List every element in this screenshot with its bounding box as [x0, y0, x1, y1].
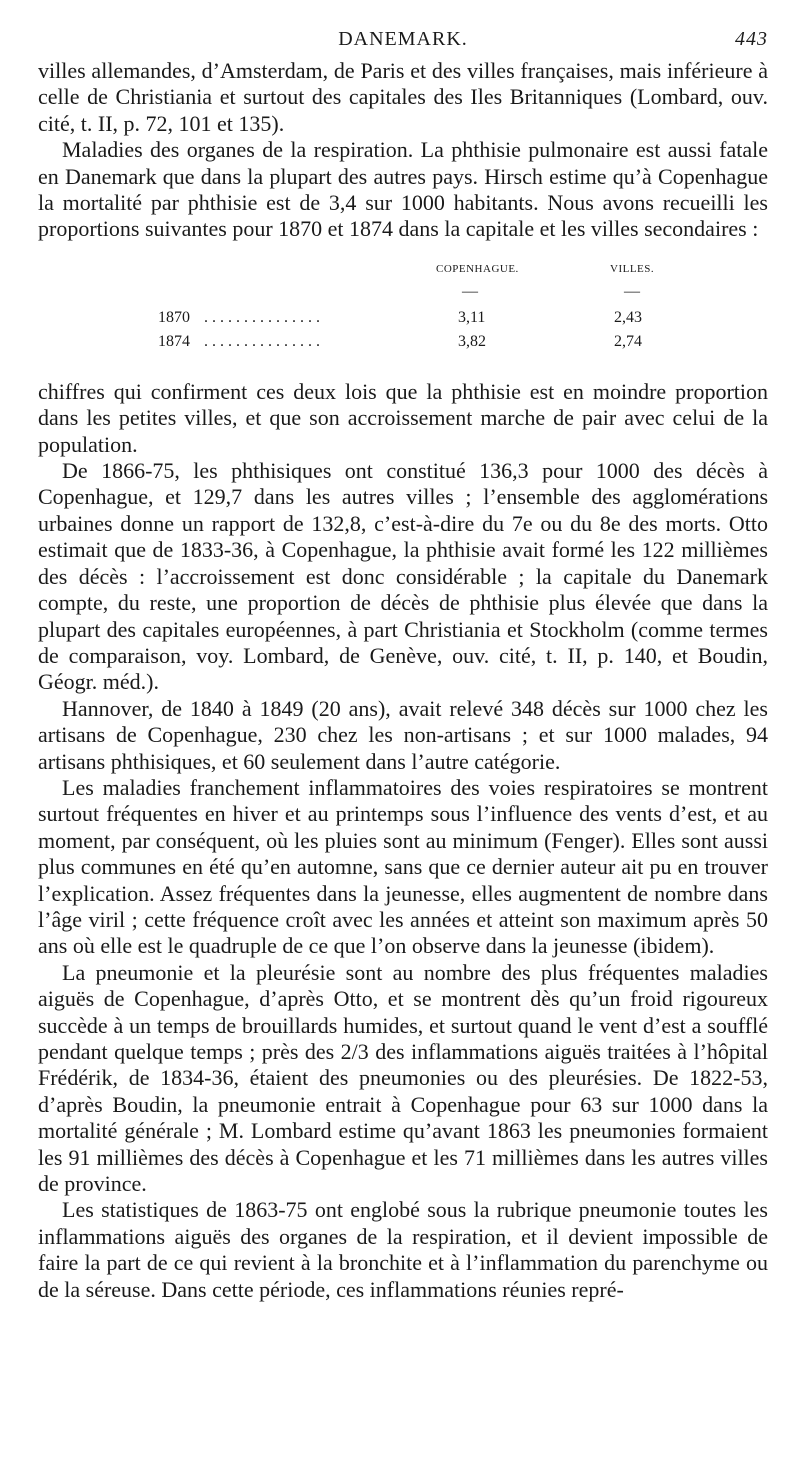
- column-header-villes: VILLES.: [610, 262, 655, 275]
- copenhague-value: 3,11: [458, 308, 486, 326]
- paragraph: De 1866-75, les phthisiques ont constitué 136,3 pour 1000 des décès à Copenhague, et 129,7 dans les autres villes ; l’ensemble des agglomérations urbaines donne un rapport de 132,8, c’est-à-dire du 7e ou du 8e des morts. Otto estimait que de 1833-36, à Copenhague, la phthisie avait formé les 122 millièmes des décès : l’accroissement est donc considérable ; la capitale du Danemark compte, du reste, une proportion de décès de phthisie plus élevée que dans la plupart des capitales européennes, à part Christiania et Stockholm (comme termes de comparaison, voy. Lombard, de Genève, ouv. cité, t. II, p. 140, et Boudin, Géogr. méd.).: [38, 458, 768, 695]
- column-dash: —: [624, 282, 640, 300]
- paragraph: chiffres qui confirment ces deux lois que la phthisie est en moindre proportion dans les petites villes, et que son accroissement marche de pair avec celui de la population.: [38, 378, 768, 457]
- leader-dots: ...............: [204, 308, 324, 326]
- paragraph: villes allemandes, d’Amsterdam, de Paris et des villes françaises, mais inférieure à celle de Christiania et surtout des capitales des Iles Britanniques (Lombard, ouv. cité, t. II, p. 72, 101 et 135).: [38, 58, 768, 136]
- copenhague-value: 3,82: [458, 332, 486, 350]
- row-year: 1870: [158, 308, 190, 326]
- paragraph: Maladies des organes de la respiration. La phthisie pulmonaire est aussi fatale en Danemark que dans la plupart des autres pays. Hirsch estime qu’à Copenhague la mortalité par phthisie est de 3,4 sur 1000 habitants. Nous avons recueilli les proportions suivantes pour 1870 et 1874 dans la capitale et les villes secondaires :: [38, 137, 768, 242]
- paragraph: Les maladies franchement inflammatoires des voies respiratoires se montrent surtout fréquentes en hiver et au printemps sous l’influence des vents d’est, et au moment, par conséquent, où les pluies sont au minimum (Fenger). Elles sont aussi plus communes en été qu’en automne, sans que ce dernier auteur ait pu en trouver l’explication. Assez fréquentes dans la jeunesse, elles augmentent de nombre dans l’âge viril ; cette fréquence croît avec les années et atteint son maximum après 50 ans où elle est le quadruple de ce que l’on observe dans la jeunesse (ibidem).: [38, 774, 768, 959]
- villes-value: 2,43: [614, 308, 642, 326]
- phthisis-table: [38, 253, 768, 371]
- column-header-copenhague: COPENHAGUE.: [436, 262, 519, 275]
- page-number: 443: [735, 28, 768, 50]
- column-dash: —: [462, 282, 478, 300]
- row-year: 1874: [158, 332, 190, 350]
- paragraph: Les statistiques de 1863-75 ont englobé sous la rubrique pneumonie toutes les inflammations aiguës des organes de la respiration, et il devient impossible de faire la part de ce qui revient à la bronchite et à l’inflammation du parenchyme ou de la séreuse. Dans cette période, ces inflammations réunies repré-: [38, 1197, 768, 1302]
- body-text: [38, 58, 768, 243]
- leader-dots: ...............: [204, 332, 324, 350]
- book-page: [38, 28, 768, 1303]
- paragraph: Hannover, de 1840 à 1849 (20 ans), avait relevé 348 décès sur 1000 chez les artisans de Copenhague, 230 chez les non-artisans ; et sur 1000 malades, 94 artisans phthisiques, et 60 seulement dans l’autre catégorie.: [38, 695, 768, 774]
- paragraph: La pneumonie et la pleurésie sont au nombre des plus fréquentes maladies aiguës de Copenhague, d’après Otto, et se montrent dès qu’un froid rigoureux succède à un temps de brouillards humides, et surtout quand le vent d’est a soufflé pendant quelque temps ; près des 2/3 des inflammations aiguës traitées à l’hôpital Frédérik, de 1834-36, étaient des pneumonies ou des pleurésies. De 1822-53, d’après Boudin, la pneumonie entrait à Copenhague pour 63 sur 1000 dans la mortalité générale ; M. Lombard estime qu’avant 1863 les pneumonies formaient les 91 millièmes des décès à Copenhague et les 71 millièmes dans les autres villes de province.: [38, 959, 768, 1197]
- body-text: [38, 379, 768, 1303]
- running-title: DANEMARK.: [338, 28, 468, 50]
- page-header: [38, 28, 768, 58]
- villes-value: 2,74: [614, 332, 642, 350]
